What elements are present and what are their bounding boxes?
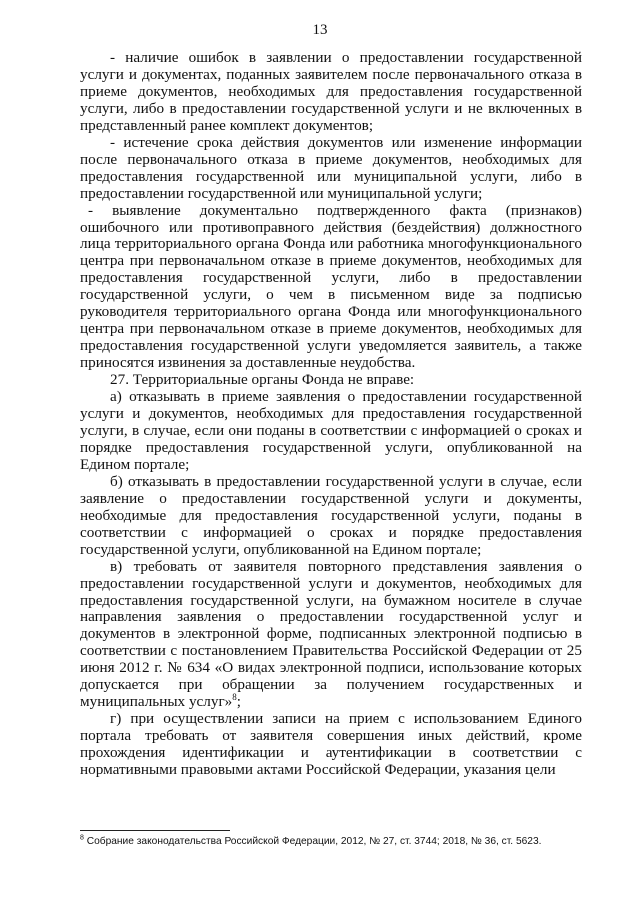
paragraph-27v-text: в) требовать от заявителя повторного представления заявления о предоставлении государственной услуги и документов, необходимых для предоставления государственной услуги, на бумажном носителе в случае направления заявления о предоставлении государственной услуг и документов в электронной форме, подписанных электронной подписью в соответствии с постановлением Правительства Российской Федерации от 25 июня 2012 г. № 634 «О видах электронной подписи, использование которых допускается при обращении за получением государственных и муниципальных услуг» — [80, 557, 582, 711]
paragraph-27b: б) отказывать в предоставлении государственной услуги в случае, если заявление о предоставлении государственной услуги и документы, необходимые для предоставления государственной услуги, поданы в соответствии с информацией о сроках и порядке предоставления государственной услуги, опубликованной на Едином портале; — [80, 472, 582, 558]
footnote-reference: 8 — [232, 692, 237, 703]
paragraph-27-heading: 27. Территориальные органы Фонда не вправе: — [110, 371, 415, 389]
footnote-marker: 8 — [80, 834, 84, 842]
page-number: 13 — [312, 22, 328, 38]
footnote-divider — [80, 830, 230, 831]
footnote — [80, 836, 585, 848]
paragraph-27a: а) отказывать в приеме заявления о предоставлении государственной услуги и документов, необходимых для предоставления государственной услуги, в случае, если они поданы в соответствии с информацией о сроках и порядке предоставления государственной услуги, опубликованной на Едином портале; — [80, 388, 582, 473]
paragraph-violation: - выявление документально подтвержденного факта (признаков) ошибочного или противоправного действия (бездействия) должностного лица территориального органа Фонда или работника многофункционального центра при первоначальном отказе в приеме документов, необходимых для предоставления государственной услуги, либо в предоставлении государственной услуги, о чем в письменном виде за подписью руководителя территориального органа Фонда или многофункционального центра при первоначальном отказе в приеме документов, необходимых для предоставления государственной услуги уведомляется заявитель, а также приносятся извинения за доставленные неудобства. — [80, 201, 582, 372]
paragraph-expiry: - истечение срока действия документов или изменение информации после первоначального отказа в приеме документов, необходимых для предоставления государственной или муниципальной услуги, либо в предоставлении государственной или муниципальной услуги; — [80, 133, 582, 202]
paragraph-27g: г) при осуществлении записи на прием с использованием Единого портала требовать от заявителя совершения иных действий, кроме прохождения идентификации и аутентификации в соответствии с нормативными правовыми актами Российской Федерации, указания цели — [80, 710, 582, 779]
document-body — [80, 50, 582, 779]
paragraph-errors: - наличие ошибок в заявлении о предоставлении государственной услуги и документах, поданных заявителем после первоначального отказа в приеме документов, необходимых для предоставления государственной услуги, либо в предоставлении государственной услуги и не включенных в представленный ранее комплект документов; — [80, 49, 582, 134]
paragraph-27v-end: ; — [236, 693, 242, 711]
footnote-text: Собрание законодательства Российской Федерации, 2012, № 27, ст. 3744; 2018, № 36, ст. 5623. — [83, 836, 542, 847]
paragraph-27v — [80, 559, 582, 712]
